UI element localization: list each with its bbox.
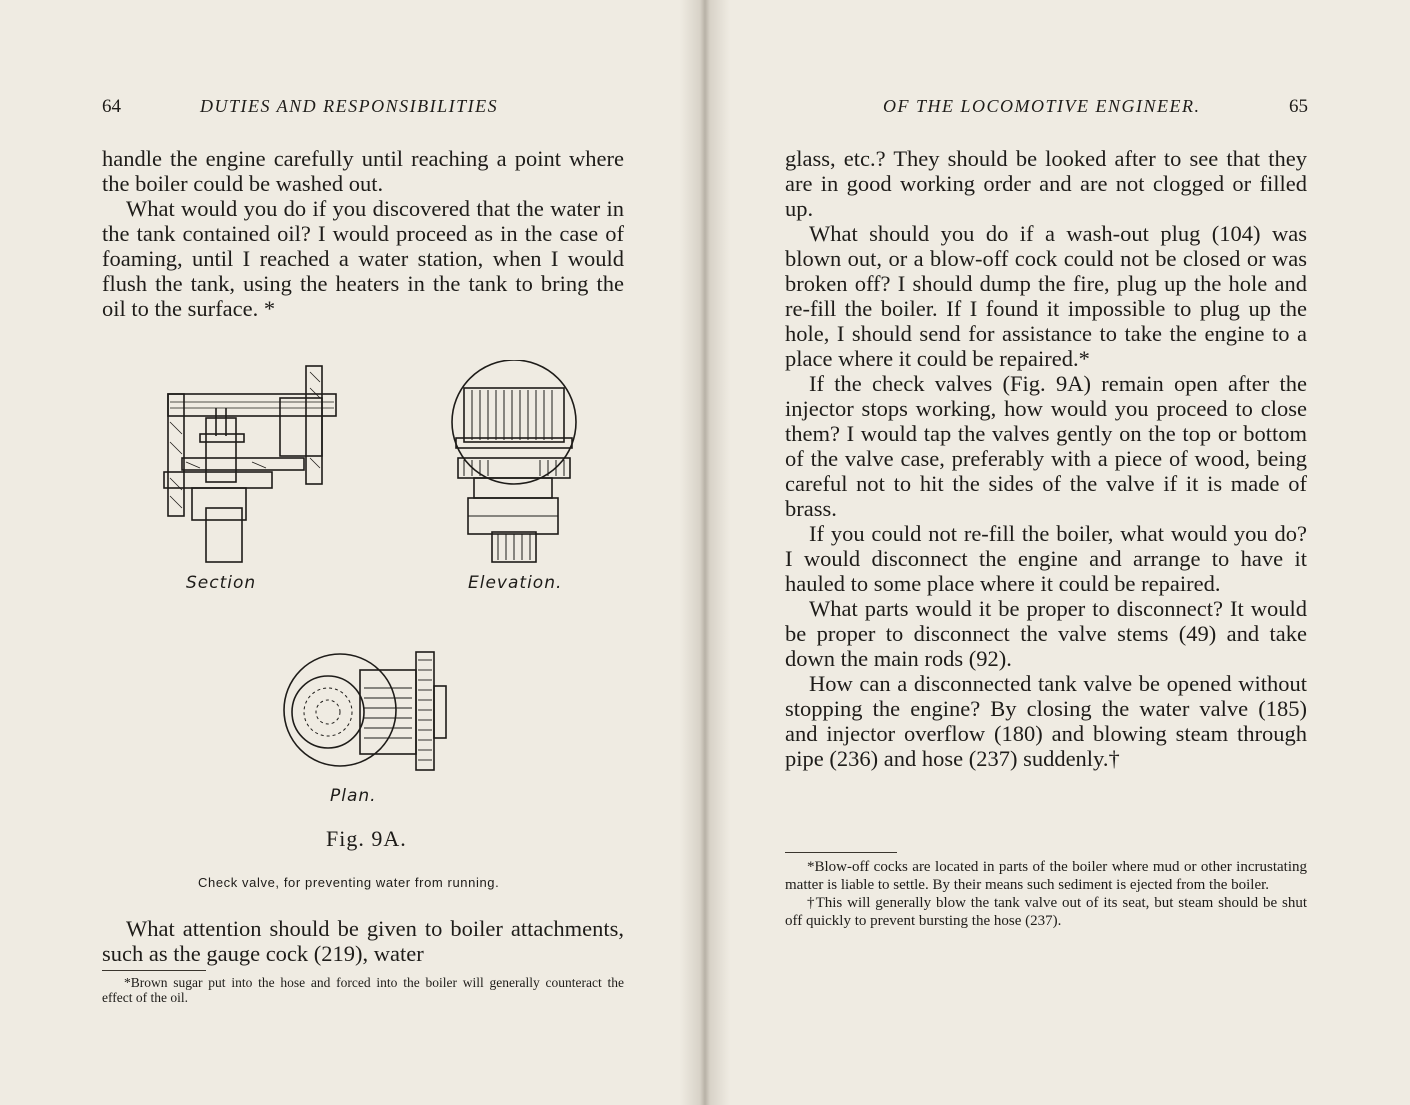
label-elevation: Elevation. (468, 573, 563, 593)
footnote-text: *Brown sugar put into the hose and forced into the boiler will generally counteract the effect of the oil. (102, 975, 624, 1005)
label-plan: Plan. (330, 786, 377, 806)
footnotes (785, 858, 1307, 930)
elevation-drawing (448, 360, 580, 570)
body-text (102, 916, 624, 966)
footnote (102, 975, 624, 1005)
body-text (102, 146, 624, 321)
paragraph: What should you do if a wash-out plug (104) was blown out, or a blow-off cock could not be closed or was broken off? I should dump the fire, plug up the hole and re-fill the boiler. If I found it impossible to plug up the hole, I should send for assistance to take the engine to a place where it could be repaired.* (785, 221, 1307, 371)
page-number: 65 (1289, 96, 1308, 117)
paragraph: What attention should be given to boiler attachments, such as the gauge cock (219), water (102, 916, 624, 966)
figure-caption: Check valve, for preventing water from running. (198, 875, 500, 890)
running-head: DUTIES AND RESPONSIBILITIES (200, 96, 499, 116)
section-drawing (160, 358, 340, 568)
paragraph: If the check valves (Fig. 9A) remain open after the injector stops working, how would you proceed to close them? I would tap the valves gently on the top or bottom of the valve case, preferably with a piece of wood, being careful not to hit the sides of the valve if it is made of brass. (785, 371, 1307, 521)
footnote-text: †This will generally blow the tank valve out of its seat, but steam should be shut off quickly to prevent bursting the hose (237). (785, 895, 1307, 929)
running-head: OF THE LOCOMOTIVE ENGINEER. (883, 96, 1201, 116)
footnote-rule (785, 852, 897, 853)
paragraph: What parts would it be proper to disconnect? It would be proper to disconnect the valve stems (49) and take down the main rods (92). (785, 596, 1307, 671)
footnote-text: *Blow-off cocks are located in parts of the boiler where mud or other incrustating matter is liable to settle. By their means such sediment is ejected from the boiler. (785, 859, 1307, 893)
figure-title: Fig. 9A. (326, 826, 407, 851)
footnote-rule (102, 970, 206, 971)
paragraph: What would you do if you discovered that the water in the tank contained oil? I would proceed as in the case of foaming, until I reached a water station, when I would flush the tank, using the heaters in the tank to bring the oil to the surface. * (102, 196, 624, 321)
page-number: 64 (102, 96, 121, 117)
paragraph: glass, etc.? They should be looked after to see that they are in good working order and are not clogged or filled up. (785, 146, 1307, 221)
body-text (785, 146, 1307, 771)
paragraph: handle the engine carefully until reaching a point where the boiler could be washed out. (102, 146, 624, 196)
book-gutter (680, 0, 730, 1105)
paragraph: How can a disconnected tank valve be opened without stopping the engine? By closing the water valve (185) and injector overflow (180) and blowing steam through pipe (236) and hose (237) suddenly.† (785, 671, 1307, 771)
paragraph: If you could not re-fill the boiler, what would you do? I would disconnect the engine and arrange to have it hauled to some place where it could be repaired. (785, 521, 1307, 596)
right-page (705, 0, 1410, 1105)
label-section: Section (186, 573, 257, 593)
plan-drawing (282, 648, 452, 772)
